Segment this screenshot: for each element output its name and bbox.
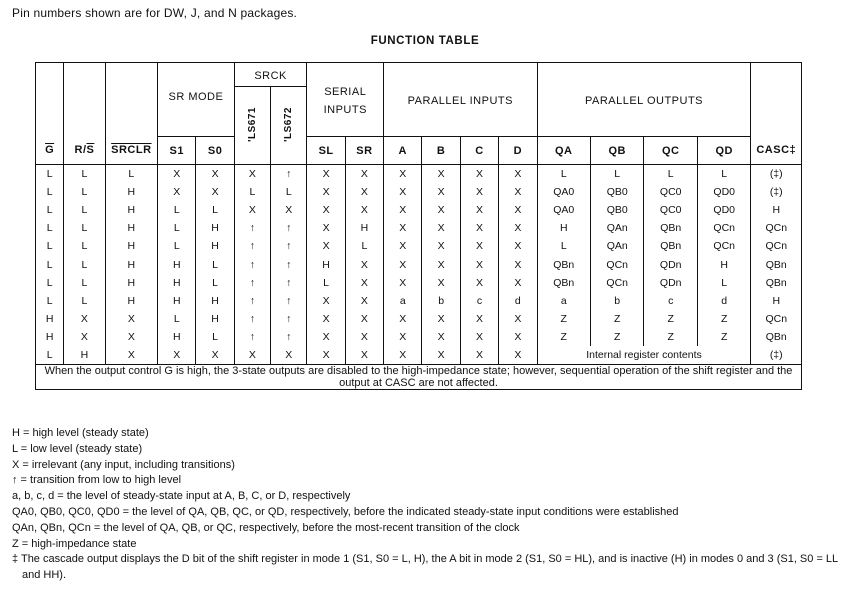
function-table [35,62,802,390]
table-cell: X [384,183,422,201]
table-cell: X [460,201,498,219]
col-casc: CASC‡ [751,137,802,165]
table-cell: X [307,310,345,328]
table-cell: Z [697,328,751,346]
table-cell: H [105,255,157,273]
header-blank [751,87,802,137]
table-cell: X [64,310,105,328]
col-qc: QC [644,137,697,165]
table-cell: b [422,292,460,310]
header-blank [64,63,105,87]
table-cell: ↑ [234,255,270,273]
col-qb: QB [590,137,643,165]
table-cell: X [499,328,537,346]
table-cell: QC0 [644,183,697,201]
table-row [36,219,802,237]
table-row [36,183,802,201]
table-row [36,165,802,183]
table-cell: X [307,201,345,219]
col-a: A [384,137,422,165]
table-cell: H [158,274,196,292]
table-cell: QAn [590,237,643,255]
table-cell: L [36,183,64,201]
table-cell: Z [537,310,590,328]
table-cell: X [422,255,460,273]
table-cell: X [499,201,537,219]
group-serial-inputs: SERIAL INPUTS [307,63,384,137]
table-cell: H [105,201,157,219]
table-cell: X [422,183,460,201]
table-cell: L [697,274,751,292]
table-cell: Z [590,310,643,328]
table-cell: L [36,219,64,237]
table-cell: L [64,183,105,201]
table-cell: QA0 [537,201,590,219]
table-cell: QB0 [590,183,643,201]
table-cell: L [64,292,105,310]
table-cell: Z [644,310,697,328]
legend-item: ↑ = transition from low to high level [12,474,182,487]
table-cell: QBn [537,255,590,273]
table-cell: X [422,310,460,328]
table-cell: L [36,237,64,255]
table-cell: L [36,255,64,273]
table-cell: X [158,346,196,364]
legend [12,426,842,584]
table-cell: X [105,310,157,328]
table-cell: L [64,255,105,273]
header-blank [105,63,157,87]
table-cell: L [105,165,157,183]
table-cell: Internal register contents [537,346,751,364]
col-sr: SR [345,137,383,165]
table-cell: X [422,237,460,255]
table-title: FUNCTION TABLE [370,35,480,47]
table-cell: L [64,219,105,237]
col-b: B [422,137,460,165]
table-cell: X [234,165,270,183]
table-cell: d [499,292,537,310]
col-c: C [460,137,498,165]
ls671-label: 'LS671 [246,106,258,142]
table-cell: X [384,165,422,183]
table-row [36,255,802,273]
table-cell: ↑ [234,219,270,237]
table-cell: Z [590,328,643,346]
table-cell: L [196,255,234,273]
legend-item: QAn, QBn, QCn = the level of QA, QB, or QC, respectively, before the most-recent transition of the clock [12,521,520,534]
group-srck: SRCK [234,63,307,87]
col-sl: SL [307,137,345,165]
col-ls671 [234,87,270,165]
col-srclr: SRCLR [105,137,157,165]
table-cell: X [307,292,345,310]
table-cell: H [64,346,105,364]
table-cell: H [105,183,157,201]
table-cell: ↑ [271,310,307,328]
table-cell: (‡) [751,183,802,201]
header-blank [36,87,64,137]
table-cell: H [196,292,234,310]
table-cell: ↑ [271,328,307,346]
table-cell: X [234,346,270,364]
table-cell: H [196,310,234,328]
table-cell: ↑ [271,255,307,273]
table-cell: L [345,237,383,255]
table-cell: ↑ [271,165,307,183]
table-cell: QC0 [644,201,697,219]
table-cell: X [460,183,498,201]
header-blank [751,63,802,87]
table-cell: H [537,219,590,237]
table-cell: ↑ [234,310,270,328]
table-cell: X [460,237,498,255]
table-cell: L [196,274,234,292]
col-qa: QA [537,137,590,165]
table-cell: ↑ [234,274,270,292]
table-row [36,237,802,255]
table-cell: X [384,219,422,237]
table-cell: X [158,183,196,201]
col-g: $\overline{G}$ [36,137,64,165]
table-cell: X [345,292,383,310]
table-cell: ↑ [271,292,307,310]
table-cell: QDn [644,255,697,273]
header-note: Pin numbers shown are for DW, J, and N packages. [12,6,298,20]
table-cell: X [499,183,537,201]
table-cell: X [384,274,422,292]
legend-item: ‡ The cascade output displays the D bit of the shift register in mode 1 (S1, S0 = L, H), the A bit in mode 2 (S1, S0 = HL), and is inactive (H) in modes 0 and 3 (S1, S0 = LL and HH). [12,553,838,582]
table-cell: QBn [644,219,697,237]
table-cell: X [384,328,422,346]
table-cell: a [537,292,590,310]
table-cell: X [64,328,105,346]
table-cell: c [460,292,498,310]
table-cell: X [345,310,383,328]
group-sr-mode [158,63,235,87]
table-cell: X [271,201,307,219]
table-cell: L [64,237,105,255]
legend-item: a, b, c, d = the level of steady-state input at A, B, C, or D, respectively [12,490,351,503]
table-body [36,165,802,365]
table-cell: X [460,165,498,183]
col-s0: S0 [196,137,234,165]
table-cell: H [196,237,234,255]
table-cell: a [384,292,422,310]
table-cell: X [307,237,345,255]
table-cell: QDn [644,274,697,292]
table-cell: QD0 [697,201,751,219]
table-cell: H [697,255,751,273]
table-cell: X [307,165,345,183]
table-cell: X [345,274,383,292]
table-cell: QCn [751,219,802,237]
table-cell: QBn [751,255,802,273]
table-cell: Z [644,328,697,346]
table-cell: X [499,310,537,328]
table-cell: QBn [751,274,802,292]
legend-item: QA0, QB0, QC0, QD0 = the level of QA, QB, QC, or QD, respectively, before the indicated steady-state input conditions were established [12,505,679,518]
table-cell: ↑ [234,292,270,310]
table-cell: H [751,292,802,310]
table-cell: X [460,274,498,292]
table-row [36,274,802,292]
table-cell: H [36,310,64,328]
table-cell: L [644,165,697,183]
table-cell: H [105,292,157,310]
table-cell: H [36,328,64,346]
table-cell: QA0 [537,183,590,201]
table-cell: X [499,274,537,292]
table-cell: H [196,219,234,237]
table-cell: X [422,274,460,292]
table-cell: X [384,201,422,219]
table-cell: X [307,219,345,237]
table-cell: X [384,237,422,255]
table-cell: L [64,165,105,183]
col-ls672 [271,87,307,165]
table-cell: L [64,201,105,219]
table-cell: X [196,346,234,364]
table-cell: X [499,255,537,273]
table-cell: b [590,292,643,310]
table-row [36,328,802,346]
table-cell: ↑ [271,237,307,255]
table-cell: c [644,292,697,310]
table-cell: ↑ [234,328,270,346]
table-cell: L [234,183,270,201]
header-blank [36,63,64,87]
table-row [36,292,802,310]
table-cell: X [384,255,422,273]
table-cell: QB0 [590,201,643,219]
table-cell: (‡) [751,346,802,364]
table-cell: X [234,201,270,219]
table-cell: X [345,328,383,346]
table-cell: X [384,310,422,328]
table-cell: Z [537,328,590,346]
table-cell: X [384,346,422,364]
table-cell: ↑ [271,274,307,292]
table-cell: X [345,201,383,219]
table-cell: H [158,292,196,310]
table-cell: QCn [590,255,643,273]
table-cell: QBn [537,274,590,292]
table-cell: X [345,255,383,273]
table-row [36,346,802,364]
legend-item: L = low level (steady state) [12,442,143,455]
table-cell: L [537,237,590,255]
table-cell: X [158,165,196,183]
header-blank [64,87,105,137]
table-cell: X [499,346,537,364]
table-cell: X [422,328,460,346]
table-note: When the output control G is high, the 3-state outputs are disabled to the high-impedance state; however, sequential operation of the shift register and the output at CASC are not affected. [36,365,802,390]
table-cell: QD0 [697,183,751,201]
table-cell: X [196,183,234,201]
table-cell: X [499,237,537,255]
group-parallel-outputs: PARALLEL OUTPUTS [537,63,751,137]
table-cell: L [158,219,196,237]
table-cell: X [345,346,383,364]
table-cell: QCn [751,310,802,328]
table-cell: H [751,201,802,219]
table-cell: ↑ [271,219,307,237]
table-cell: L [36,201,64,219]
sr-mode-label: SR MODE [158,87,235,137]
table-cell: X [422,219,460,237]
table-cell: QBn [644,237,697,255]
table-cell: QAn [590,219,643,237]
col-d: D [499,137,537,165]
table-cell: X [422,201,460,219]
col-qd: QD [697,137,751,165]
table-cell: QCn [697,219,751,237]
table-cell: X [307,328,345,346]
table-cell: L [158,237,196,255]
table-cell: L [36,274,64,292]
table-cell: H [307,255,345,273]
table-cell: X [196,165,234,183]
table-cell: L [196,328,234,346]
table-cell: d [697,292,751,310]
table-cell: X [271,346,307,364]
table-cell: L [271,183,307,201]
table-cell: X [345,183,383,201]
table-cell: QBn [751,328,802,346]
legend-item: H = high level (steady state) [12,427,149,439]
table-cell: H [105,274,157,292]
table-cell: X [307,183,345,201]
legend-item: X = irrelevant (any input, including transitions) [12,458,235,471]
table-cell: X [499,165,537,183]
group-parallel-inputs: PARALLEL INPUTS [384,63,537,137]
table-cell: QCn [751,237,802,255]
table-cell: (‡) [751,165,802,183]
header-blank [105,87,157,137]
table-cell: H [345,219,383,237]
table-row [36,201,802,219]
table-cell: QCn [590,274,643,292]
table-row [36,310,802,328]
col-rs: $R/\overline{S}$ [64,137,105,165]
table-cell: X [422,346,460,364]
ls672-label: 'LS672 [283,106,295,142]
table-cell: L [36,346,64,364]
table-cell: X [460,219,498,237]
table-cell: X [499,219,537,237]
table-cell: H [105,219,157,237]
table-cell: L [307,274,345,292]
table-cell: H [105,237,157,255]
table-cell: QCn [697,237,751,255]
table-cell: L [697,165,751,183]
table-cell: H [158,328,196,346]
table-cell: X [105,346,157,364]
col-s1: S1 [158,137,196,165]
table-cell: X [460,310,498,328]
table-cell: X [307,346,345,364]
table-cell: H [158,255,196,273]
table-cell: L [36,292,64,310]
table-cell: L [64,274,105,292]
table-cell: L [196,201,234,219]
legend-item: Z = high-impedance state [12,537,137,550]
table-cell: X [105,328,157,346]
table-cell: Z [697,310,751,328]
table-cell: L [158,310,196,328]
table-cell: L [537,165,590,183]
table-cell: ↑ [234,237,270,255]
table-cell: L [158,201,196,219]
table-cell: X [460,346,498,364]
table-cell: X [345,165,383,183]
table-cell: X [460,255,498,273]
table-cell: L [36,165,64,183]
table-cell: X [422,165,460,183]
table-cell: X [460,328,498,346]
table-cell: L [590,165,643,183]
